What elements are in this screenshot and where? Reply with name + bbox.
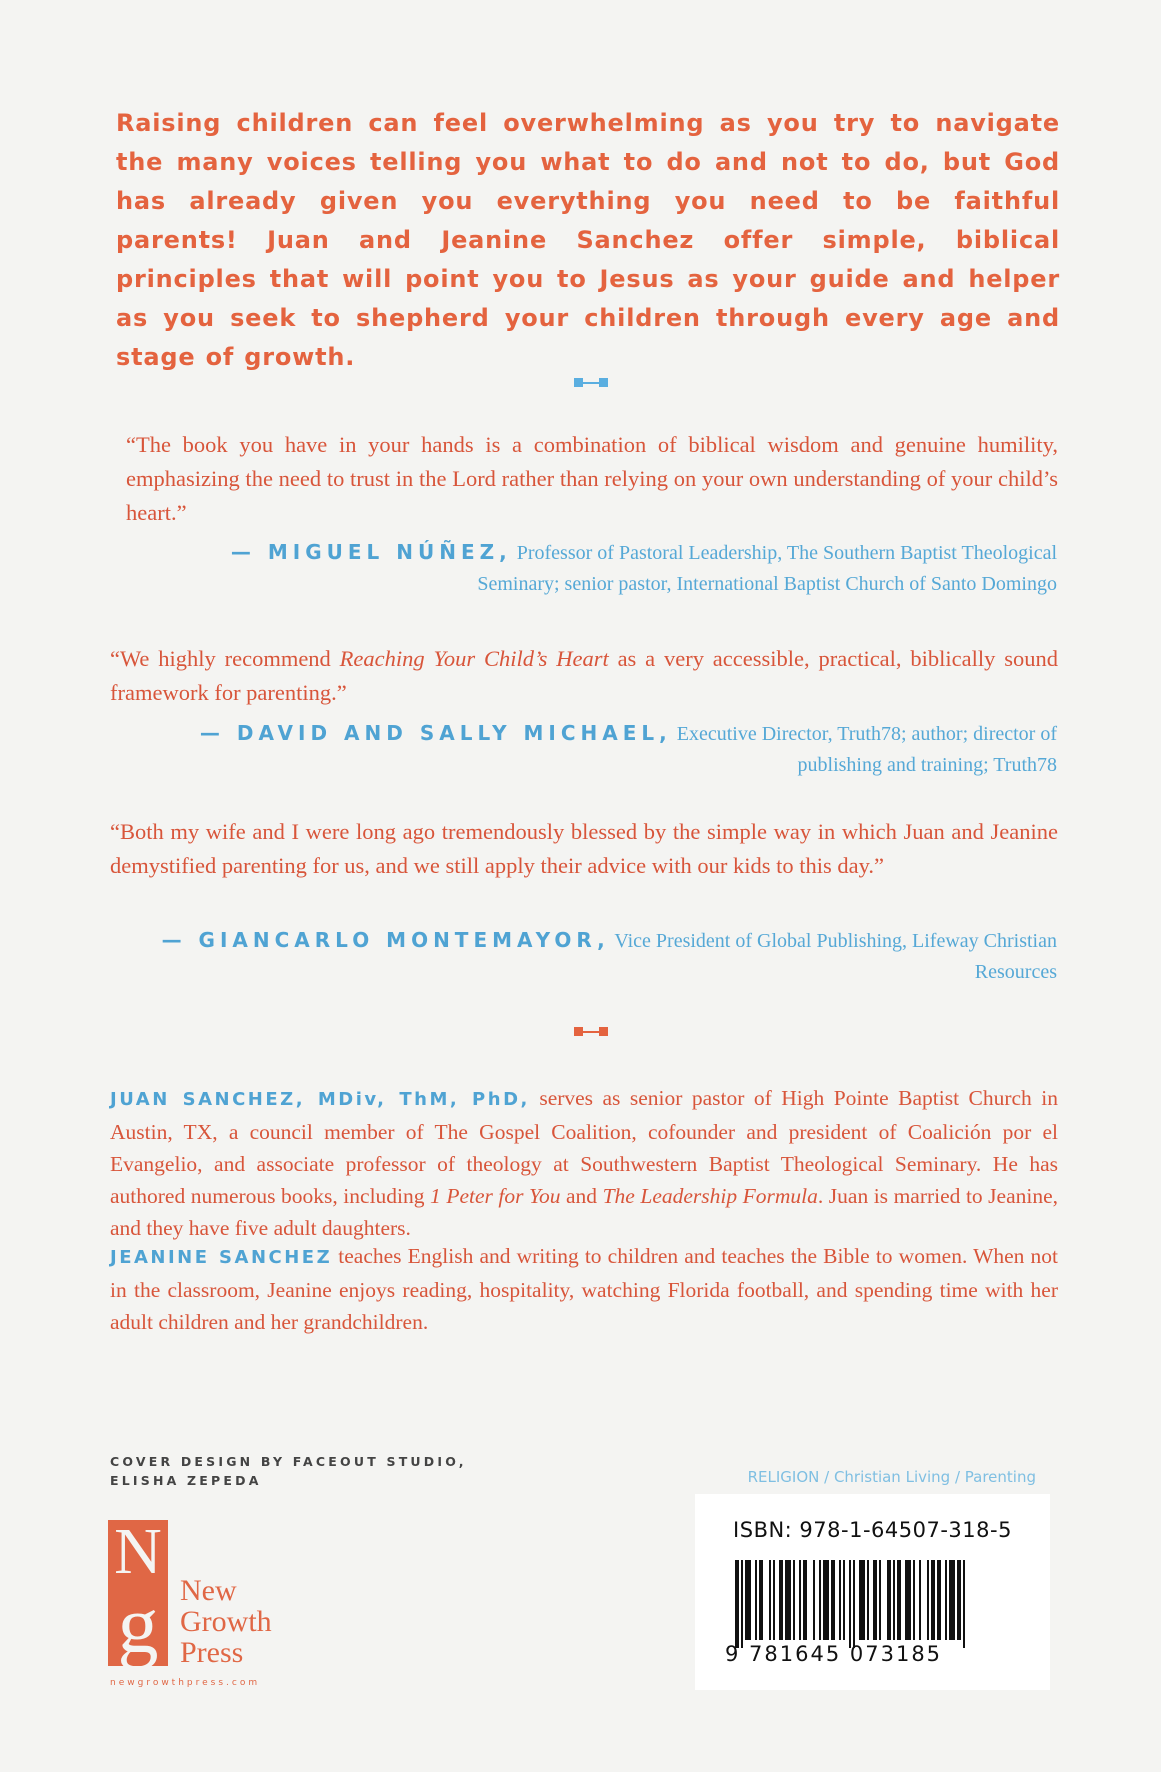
ng-logo-mark: N g: [108, 1520, 168, 1666]
endorser-name: — GIANCARLO MONTEMAYOR,: [161, 928, 610, 952]
isbn-label: ISBN: 978-1-64507-318-5: [733, 1518, 1012, 1542]
author-name: JUAN SANCHEZ, MDiv, ThM, PhD,: [110, 1089, 530, 1110]
author-bio-juan: JUAN SANCHEZ, MDiv, ThM, PhD, serves as senior pastor of High Pointe Baptist Church in Austin, TX, a council member of The Gospel Coalition, cofounder and president of Coalición por el Evangelio, and associate professor of theology at Southwestern Baptist Theological Seminary. He has authored numerous books, including 1 Peter for You and The Leadership Formula. Juan is married to Jeanine, and they have five adult daughters.: [110, 1086, 1059, 1240]
cover-design-credit: COVER DESIGN BY FACEOUT STUDIO, ELISHA ZEPEDA: [110, 1454, 467, 1488]
endorsement-quote-3: “Both my wife and I were long ago tremendously blessed by the simple way in which Juan and Jeanine demystified parenting for us, and we still apply their advice with our kids to this day.”: [110, 819, 1058, 878]
endorser-title: Vice President of Global Publishing, Lifeway Christian Resources: [614, 930, 1057, 983]
author-name: JEANINE SANCHEZ: [110, 1247, 333, 1268]
divider-ornament-red: [574, 1027, 608, 1037]
endorser-name: — DAVID AND SALLY MICHAEL,: [199, 721, 672, 745]
endorsement-quote-2: “We highly recommend Reaching Your Child’s Heart as a very accessible, practical, biblically sound framework for parenting.”: [110, 646, 1058, 705]
endorsement-quote-1: “The book you have in your hands is a combination of biblical wisdom and genuine humility, emphasizing the need to trust in the Lord rather than relying on your own understanding of your child’s heart.”: [126, 432, 1058, 525]
endorser-title: Professor of Pastoral Leadership, The Southern Baptist Theological Seminary; senior pastor, International Baptist Church of Santo Domingo: [477, 542, 1057, 595]
endorser-title: Executive Director, Truth78; author; director of publishing and training; Truth78: [676, 723, 1057, 776]
book-title: Reaching Your Child’s Heart: [339, 646, 609, 671]
endorsement-attribution-2: [157, 718, 1057, 781]
publisher-name: New Growth Press: [180, 1574, 272, 1669]
endorsement-attribution-3: [157, 925, 1057, 988]
subject-category: RELIGION / Christian Living / Parenting: [747, 1468, 1036, 1486]
endorser-name: — MIGUEL NÚÑEZ,: [230, 540, 512, 564]
publisher-website: newgrowthpress.com: [110, 1678, 261, 1688]
cover-blurb: Raising children can feel overwhelming as you try to navigate the many voices telling you what to do and not to do, but God has already given you everything you need to be faithful parents! Juan and Jeanine Sanchez offer simple, biblical principles that will point you to Jesus as your guide and helper as you seek to shepherd your children through every age and stage of growth.: [116, 109, 1060, 371]
divider-ornament-blue: [574, 378, 608, 388]
barcode-number: 9 781645 073185: [725, 1642, 943, 1666]
author-bio-jeanine: JEANINE SANCHEZ teaches English and writing to children and teaches the Bible to women. When not in the classroom, Jeanine enjoys reading, hospitality, watching Florida football, and spending time with her adult children and her grandchildren.: [110, 1244, 1058, 1334]
endorsement-attribution-1: [157, 537, 1057, 600]
isbn-barcode: [695, 1494, 1050, 1690]
